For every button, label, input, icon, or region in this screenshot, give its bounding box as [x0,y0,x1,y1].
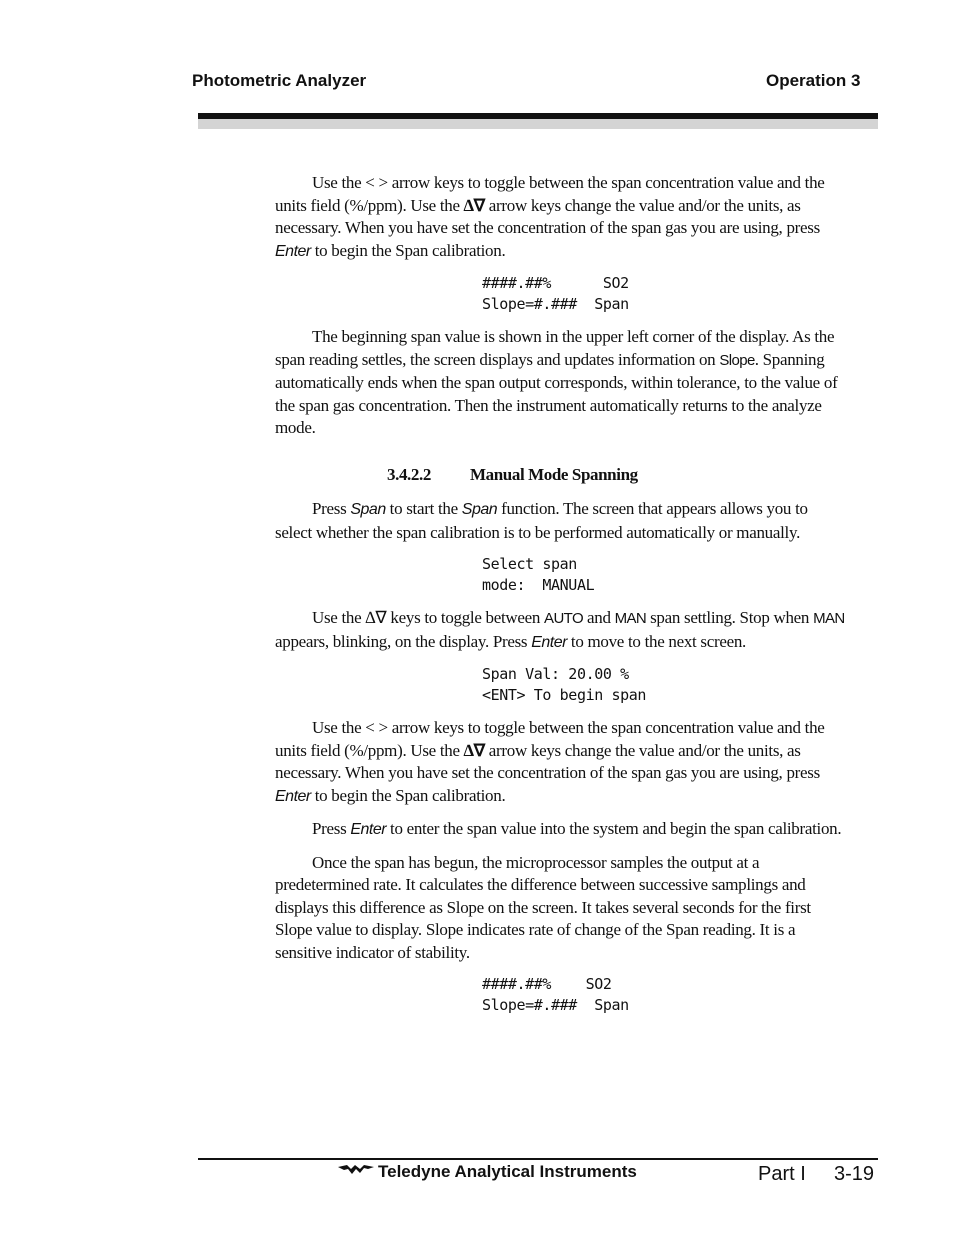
footer-brand: Teledyne Analytical Instruments [378,1162,637,1181]
running-header-chapter: Operation 3 [766,71,861,90]
text-run: arrow keys change the value and/or the units, as necessary. When you have set the concentration of the span gas you are using, press [275,195,820,237]
delta-nabla-arrows: ∆∇ [463,740,485,760]
page-number: 3-19 [834,1163,875,1185]
span-key-label: Span [350,501,386,518]
text-run: to begin the Span calibration. [310,785,506,805]
span-function-label: Span [461,501,498,518]
text-run: and [583,608,615,627]
paragraph-press-span [275,498,845,544]
lcd-line-2: <ENT> To begin span [482,685,646,704]
lcd-display-span-final [482,974,845,1015]
text-run: arrow keys change the value and/or the units, as necessary. When you have set the concentration of the span gas you are using, press [275,740,820,782]
slope-term: Slope [719,351,755,369]
paragraph-slope-explanation: Once the span has begun, the microprocessor samples the output at a predetermined rate. It calculates the difference between successive samplings and displays this difference as Slope on the screen. It takes several seconds for the first Slope value to display. Slope indicates rate of change of the Span reading. It is a sensitive indicator of stability. [275,852,811,962]
text-run: Press [312,499,351,518]
man-term: MAN [813,610,845,627]
page-body [275,172,845,1027]
lcd-display-span-val [482,664,845,705]
paragraph-toggle-auto-man [275,607,845,654]
text-run: . Spanning automatically ends when the span output corresponds, within tolerance, to the value of the span gas concentration. Then the instrument automatically returns to the analyze mode. [275,349,838,437]
lcd-line-1: ####.##% SO2 [482,274,629,292]
text-run: Use the ∆∇ keys to toggle between [312,608,545,627]
text-run: Press [312,819,351,838]
section-heading [387,464,845,487]
footer-part: Part I [758,1163,806,1185]
text-run: to move to the next screen. [566,631,746,651]
running-header-title: Photometric Analyzer [192,71,367,90]
lcd-line-1: Select span [482,555,577,573]
text-run: appears, blinking, on the display. Press [275,631,532,651]
lcd-line-2: mode: MANUAL [482,575,595,594]
header-rule [198,113,878,129]
paragraph-span-toggle [275,172,845,263]
delta-nabla-arrows: ∆∇ [463,195,485,215]
footer-rule [198,1158,878,1160]
lcd-line-2: Slope=#.### Span [482,995,629,1014]
section-number: 3.4.2.2 [387,464,431,484]
paragraph-press-enter [275,818,845,842]
auto-term: AUTO [544,610,584,627]
text-run: span settling. Stop when [646,608,814,627]
text-run: Use the < > arrow keys to toggle between the span concentration value and the units field (%/ppm). Use the [275,173,825,215]
paragraph-span-toggle-repeat [275,717,845,808]
section-title: Manual Mode Spanning [470,464,638,484]
lcd-line-1: Span Val: 20.00 % [482,665,629,683]
lcd-line-1: ####.##% SO2 [482,975,612,993]
text-run: The beginning span value is shown in the upper left corner of the display. As the span reading settles, the screen displays and updates information on [275,327,835,369]
text-run: to start the [385,499,462,518]
man-term: MAN [614,610,647,627]
teledyne-logo-icon [338,1165,374,1178]
text-run: to enter the span value into the system and begin the span calibration. [386,819,842,838]
enter-key-label: Enter [275,242,311,260]
lcd-display-mode [482,554,845,595]
enter-key-label: Enter [275,787,311,805]
enter-key-label: Enter [350,821,387,838]
text-run: Use the < > arrow keys to toggle between the span concentration value and the units field (%/ppm). Use the [275,718,825,760]
lcd-display-span [482,273,845,314]
enter-key-label: Enter [531,633,567,651]
text-run: to begin the Span calibration. [310,240,506,260]
text-run: function. The screen that appears allows you to select whether the span calibration is to be performed automatically or manually. [275,499,808,542]
lcd-line-2: Slope=#.### Span [482,294,629,313]
paragraph-span-value [275,326,845,440]
